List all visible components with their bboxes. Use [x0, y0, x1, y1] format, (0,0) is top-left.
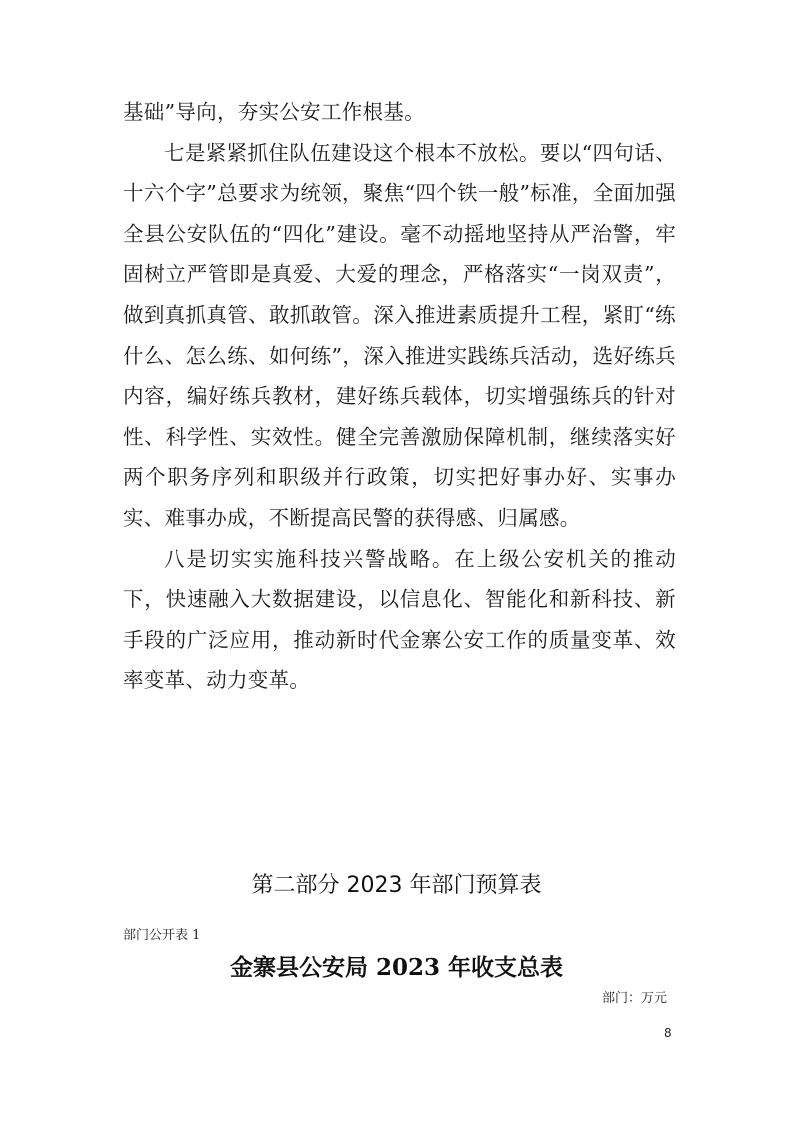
section-title: 第二部分 2023 年部门预算表	[251, 873, 542, 898]
paragraph-eight: 八是切实实施科技兴警战略。在上级公安机关的推动下，快速融入大数据建设，以信息化、智能化和新科技、新手段的广泛应用，推动新时代金寨公安工作的质量变革、效率变革、动力变革。	[123, 546, 676, 693]
paragraph-continuation: 基础”导向，夯实公安工作根基。	[123, 100, 425, 124]
table-label: 部门公开表 1	[123, 928, 201, 943]
table-title: 金寨县公安局 2023 年收支总表	[229, 954, 564, 981]
unit-label: 部门：万元	[602, 991, 668, 1006]
paragraph-seven: 七是紧紧抓住队伍建设这个根本不放松。要以“四句话、十六个字”总要求为统领，聚焦“四个铁一般”标准，全面加强全县公安队伍的“四化”建设。毫不动摇地坚持从严治警，牢固树立严管即是真爱、大爱的理念，严格落实“一岗双责”，做到真抓真管、敢抓敢管。深入推进素质提升工程，紧盯“练什么、怎么练、如何练”，深入推进实践练兵活动，选好练兵内容，编好练兵教材，建好练兵载体，切实增强练兵的针对性、科学性、实效性。健全完善激励保障机制，继续落实好两个职务序列和职级并行政策，切实把好事办好、实事办实、难事办成，不断提高民警的获得感、归属感。	[123, 140, 676, 530]
body-text	[123, 92, 676, 701]
page-number: 8	[664, 1026, 672, 1040]
